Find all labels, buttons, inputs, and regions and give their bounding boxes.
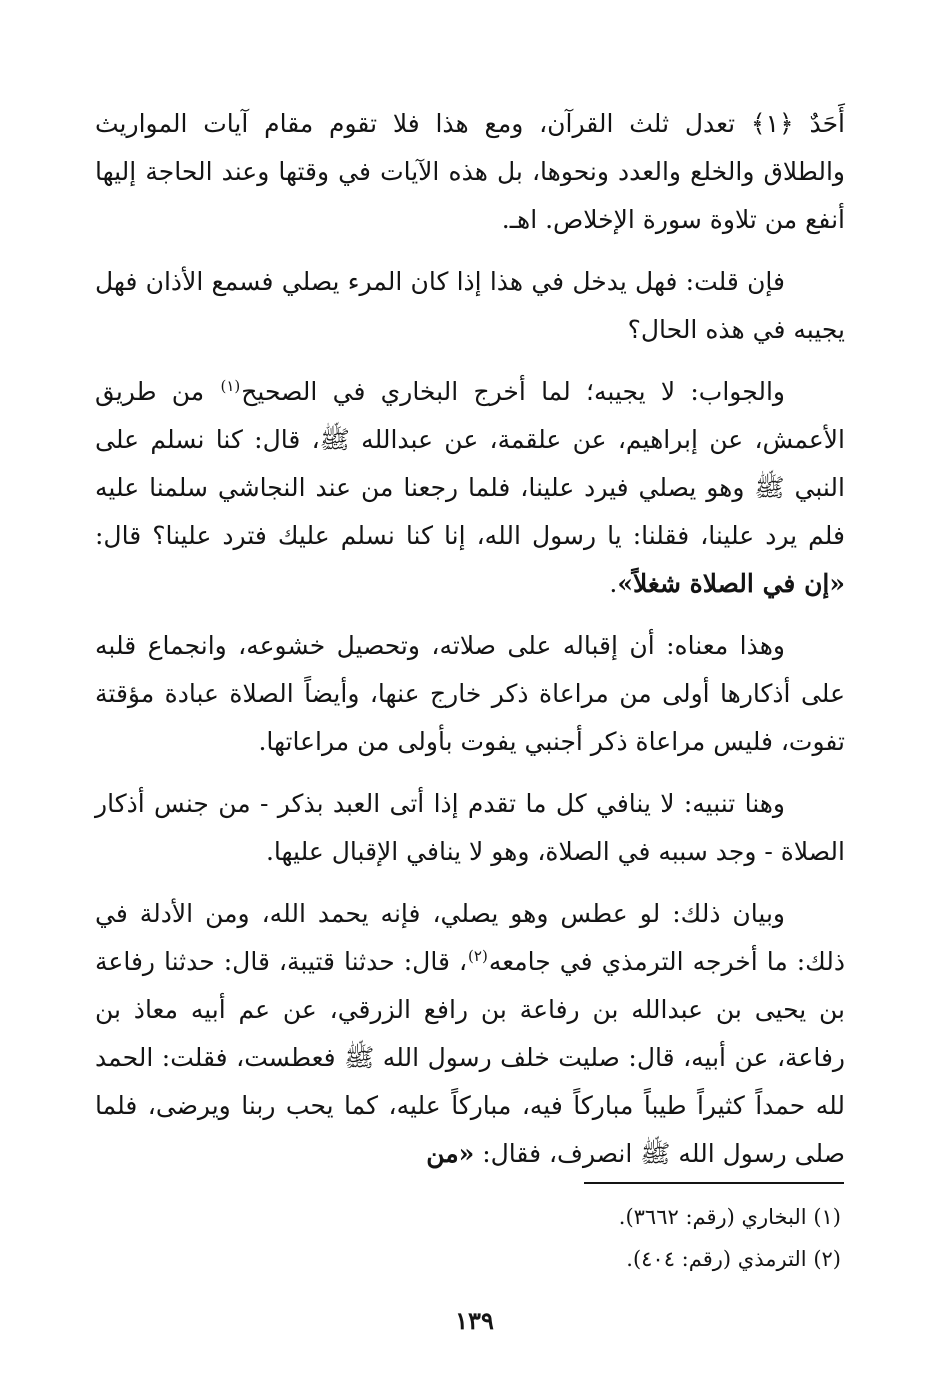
- paragraph-6-text-a: وبيان ذلك: لو عطس وهو يصلي، فإنه يحمد الله، ومن الأدلة في ذلك: ما أخرجه الترمذي في جامعه: [95, 899, 846, 976]
- paragraph-6: [95, 890, 845, 1178]
- hadith-quote-start: «من: [426, 1139, 475, 1168]
- paragraph-3-text-a: والجواب: لا يجيبه؛ لما أخرج البخاري في الصحيح: [241, 377, 785, 406]
- footnote-ref-2: (٢): [468, 946, 488, 965]
- footnote-divider: [584, 1182, 844, 1184]
- page-body: [95, 100, 845, 1192]
- hadith-quote: «إن في الصلاة شغلاً»: [617, 569, 845, 598]
- footnotes: [341, 1196, 841, 1280]
- paragraph-3-text-b: من طريق الأعمش، عن إبراهيم، عن علقمة، عن عبدالله ﷺ، قال: كنا نسلم على النبي ﷺ وهو يصلي فيرد علينا، فلما رجعنا من عند النجاشي سلمنا عليه فلم يرد علينا، فقلنا: يا رسول الله، إنا كنا نسلم عليك فترد علينا؟ قال:: [95, 377, 845, 550]
- paragraph-6-text-b: ، قال: حدثنا قتيبة، قال: حدثنا رفاعة بن يحيى بن عبدالله بن رفاعة بن رافع الزرقي، عن عم أبيه معاذ بن رفاعة، عن أبيه، قال: صليت خلف رسول الله ﷺ فعطست، فقلت: الحمد لله حمداً كثيراً طيباً مباركاً فيه، مباركاً عليه، كما يحب ربنا ويرضى، فلما صلى رسول الله ﷺ انصرف، فقال:: [95, 947, 845, 1168]
- paragraph-2: [95, 258, 845, 354]
- paragraph-1: [95, 100, 845, 244]
- paragraph-4-text: وهذا معناه: أن إقباله على صلاته، وتحصيل خشوعه، وانجماع قلبه على أذكارها أولى من مراعاة ذكر خارج عنها، وأيضاً الصلاة عبادة مؤقتة تفوت، فليس مراعاة ذكر أجنبي يفوت بأولى من مراعاتها.: [95, 631, 845, 756]
- page-number: ١٣٩: [455, 1306, 494, 1335]
- paragraph-4: [95, 622, 845, 766]
- paragraph-5-text: وهنا تنبيه: لا ينافي كل ما تقدم إذا أتى العبد بذكر - من جنس أذكار الصلاة - وجد سببه في الصلاة، وهو لا ينافي الإقبال عليها.: [95, 789, 845, 866]
- footnote-2: (٢) الترمذي (رقم: ٤٠٤).: [626, 1247, 841, 1271]
- paragraph-2-text: فإن قلت: فهل يدخل في هذا إذا كان المرء يصلي فسمع الأذان فهل يجيبه في هذه الحال؟: [95, 267, 845, 344]
- paragraph-5: [95, 780, 845, 876]
- footnote-1: (١) البخاري (رقم: ٣٦٦٢).: [618, 1205, 841, 1229]
- paragraph-3: [95, 368, 845, 608]
- paragraph-1-text: أَحَدٌ ﴿١﴾ تعدل ثلث القرآن، ومع هذا فلا تقوم مقام آيات المواريث والطلاق والخلع والعدد ونحوها، بل هذه الآيات في وقتها وعند الحاجة إليها أنفع من تلاوة سورة الإخلاص. اهـ.: [95, 109, 845, 234]
- paragraph-3-text-c: .: [609, 569, 618, 598]
- footnote-ref-1: (١): [220, 376, 241, 395]
